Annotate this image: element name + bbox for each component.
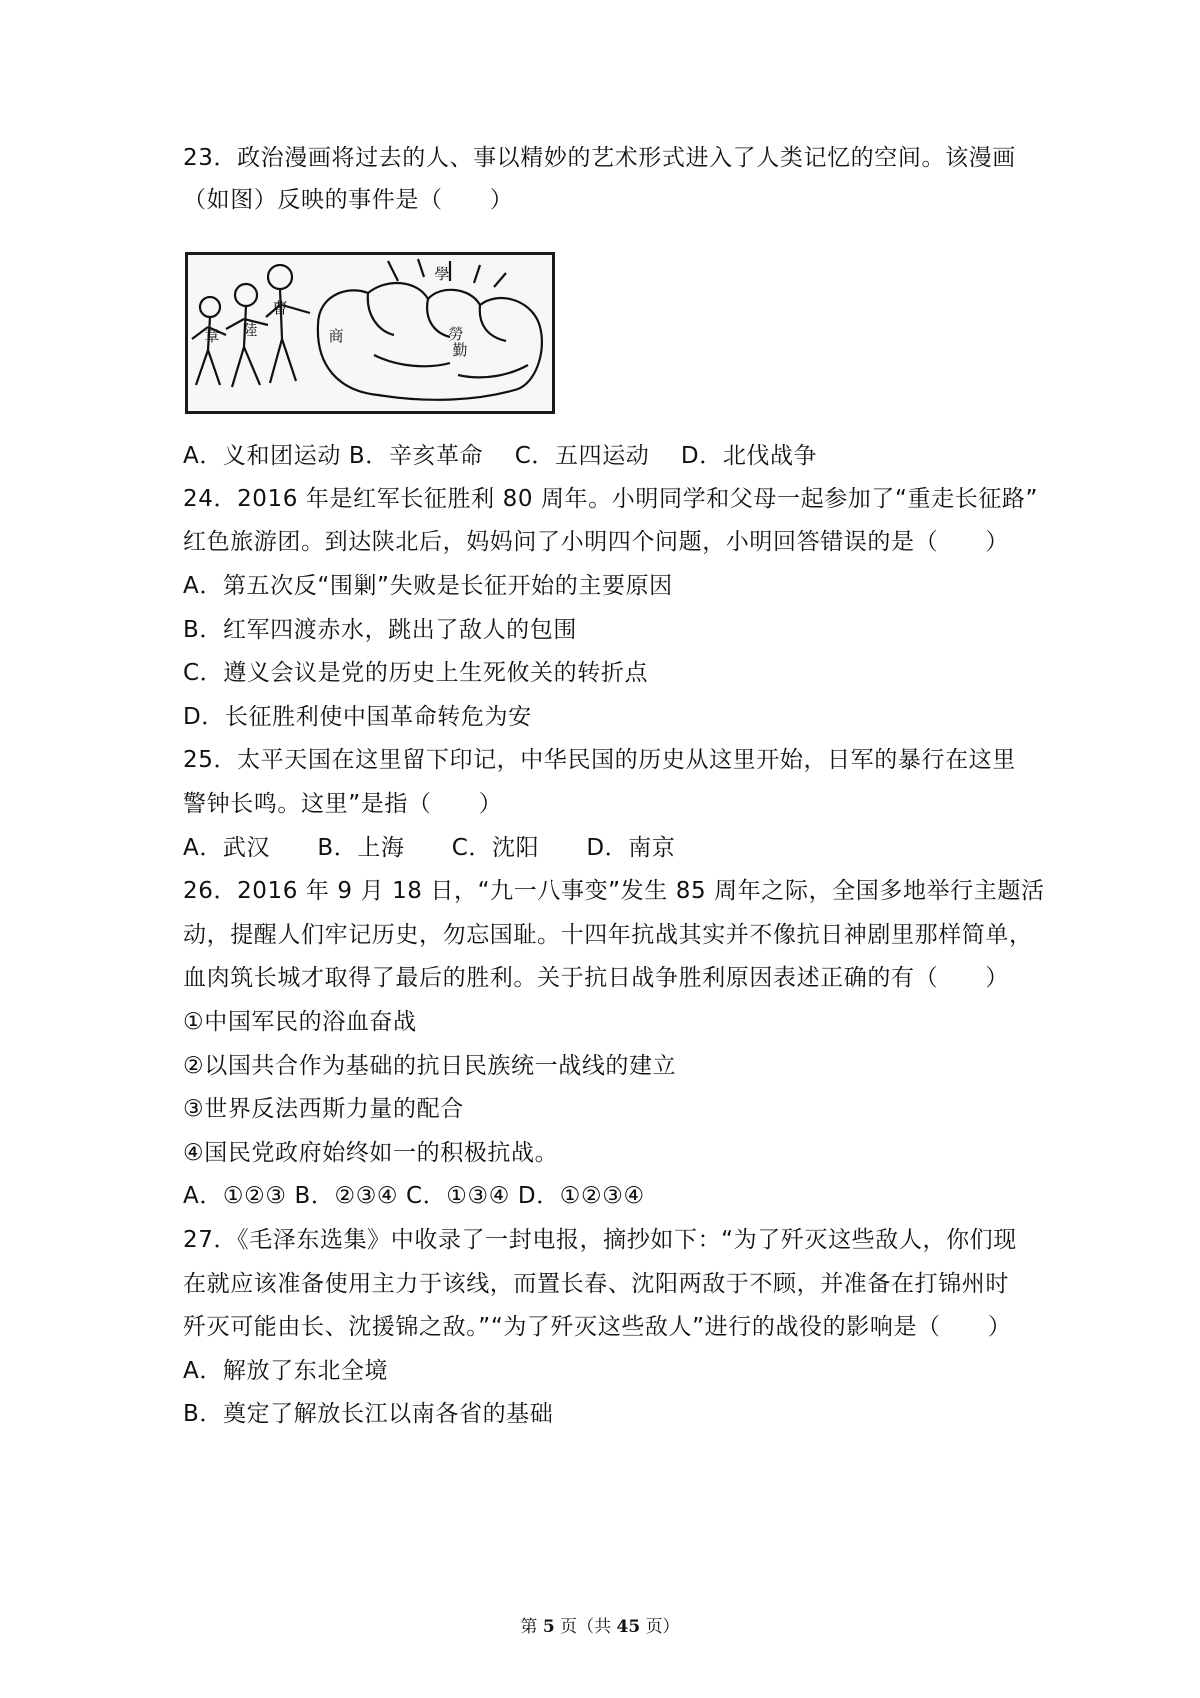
q23-stem-line1: 23．政治漫画将过去的人、事以精妙的艺术形式进入了人类记忆的空间。该漫画 — [183, 145, 1016, 171]
q23-options: A．义和团运动 B．辛亥革命 C．五四运动 D．北伐战争 — [183, 443, 818, 469]
q26-options: A．①②③ B．②③④ C．①③④ D．①②③④ — [183, 1183, 645, 1209]
q25-stem-line1: 25．太平天国在这里留下印记，中华民国的历史从这里开始，日军的暴行在这里 — [183, 747, 1016, 773]
footer-total-pages: 45 — [616, 1617, 641, 1637]
q27-stem-line2: 在就应该准备使用主力于该线，而置长春、沈阳两敌于不顾，并准备在打锦州时 — [183, 1271, 1009, 1297]
q24-option-b: B．红军四渡赤水，跳出了敌人的包围 — [183, 617, 577, 643]
q26-stem-line3: 血肉筑长城才取得了最后的胜利。关于抗日战争胜利原因表述正确的有（ ） — [183, 965, 1009, 991]
cartoon-label-4: 商 — [328, 327, 344, 345]
page-footer — [0, 1612, 1200, 1637]
cartoon-label-1: 章 — [204, 327, 220, 345]
q26-item-1: ①中国军民的浴血奋战 — [183, 1009, 417, 1035]
q25-stem-line2: 警钟长鸣。这里”是指（ ） — [183, 791, 503, 817]
cartoon-label-6: 勞 — [448, 325, 464, 343]
footer-middle: 页（共 — [560, 1617, 612, 1637]
cartoon-label-5: 學 — [434, 265, 450, 283]
political-cartoon-image — [185, 252, 555, 414]
footer-suffix: 页） — [645, 1617, 680, 1637]
q24-stem-line2: 红色旅游团。到达陕北后，妈妈问了小明四个问题，小明回答错误的是（ ） — [183, 529, 1009, 555]
cartoon-label-2: 陸 — [242, 321, 258, 339]
q27-stem-line1: 27．《毛泽东选集》中收录了一封电报，摘抄如下：“为了歼灭这些敌人，你们现 — [183, 1227, 1017, 1253]
cartoon-label-7: 勤 — [452, 341, 468, 359]
q25-options: A．武汉 B．上海 C．沈阳 D．南京 — [183, 835, 676, 861]
cartoon-label-3: 曹 — [272, 299, 288, 317]
q24-option-a: A．第五次反“围剿”失败是长征开始的主要原因 — [183, 573, 673, 599]
q26-stem-line1: 26．2016 年 9 月 18 日，“九一八事变”发生 85 周年之际，全国多地举行主题活 — [183, 878, 1045, 904]
footer-prefix: 第 — [520, 1617, 538, 1637]
q24-option-c: C．遵义会议是党的历史上生死攸关的转折点 — [183, 660, 649, 686]
q26-item-3: ③世界反法西斯力量的配合 — [183, 1096, 464, 1122]
q24-option-d: D．长征胜利使中国革命转危为安 — [183, 704, 532, 730]
q26-stem-line2: 动，提醒人们牢记历史，勿忘国耻。十四年抗战其实并不像抗日神剧里那样简单， — [183, 922, 1033, 948]
q23-stem-line2: （如图）反映的事件是（ ） — [183, 187, 514, 213]
footer-page-number: 5 — [542, 1617, 555, 1637]
q27-option-a: A．解放了东北全境 — [183, 1358, 389, 1384]
q27-stem-line3: 歼灭可能由长、沈援锦之敌。”“为了歼灭这些敌人”进行的战役的影响是（ ） — [183, 1314, 1012, 1340]
q26-item-2: ②以国共合作为基础的抗日民族统一战线的建立 — [183, 1053, 677, 1079]
q26-item-4: ④国民党政府始终如一的积极抗战。 — [183, 1140, 559, 1166]
q27-option-b: B．奠定了解放长江以南各省的基础 — [183, 1401, 554, 1427]
q24-stem-line1: 24．2016 年是红军长征胜利 80 周年。小明同学和父母一起参加了“重走长征路” — [183, 486, 1039, 512]
